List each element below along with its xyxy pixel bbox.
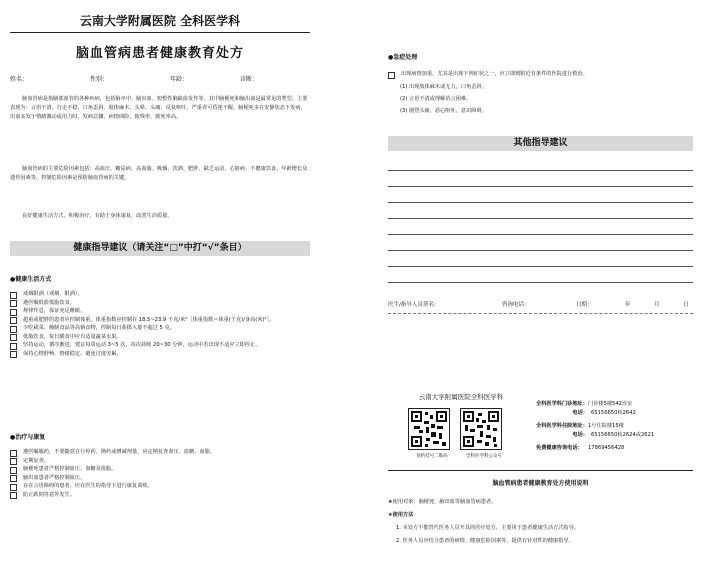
checkbox[interactable] bbox=[10, 300, 17, 307]
signature-row bbox=[388, 300, 693, 308]
list-item[interactable]: 超重或肥胖的患者应控制体重。体重指数应控制在 18.5~23.9 千克/米²［体重指数＝体重(千克)/身高(米)²］。 bbox=[10, 316, 310, 325]
checkbox[interactable] bbox=[10, 484, 17, 491]
emergency-heading: ●急症处理 bbox=[388, 54, 418, 61]
page-title: 脑血管病患者健康教育处方 bbox=[75, 46, 244, 61]
qr-item bbox=[460, 408, 508, 459]
lifestyle-list bbox=[10, 290, 310, 358]
phone-label: 咨询电话： bbox=[502, 302, 530, 308]
write-line[interactable] bbox=[388, 250, 693, 251]
divider bbox=[388, 470, 693, 471]
list-item[interactable]: 戒烟限酒（戒烟、限酒）。 bbox=[10, 290, 310, 299]
divider bbox=[388, 313, 693, 314]
date-label: 日期： bbox=[576, 302, 593, 308]
usage-method-heading: ★使用方法 bbox=[388, 512, 414, 518]
hospital-name: 云南大学附属医院 全科医学科 bbox=[79, 14, 241, 28]
checkbox[interactable] bbox=[10, 467, 17, 474]
emergency-item: (1) 出现肢体麻木或无力，口角歪斜。 bbox=[400, 84, 487, 90]
treatment-list bbox=[10, 448, 310, 499]
write-line[interactable] bbox=[388, 170, 693, 171]
checkbox[interactable] bbox=[10, 343, 17, 350]
checkbox[interactable] bbox=[10, 334, 17, 341]
list-item[interactable]: 定期复查。 bbox=[10, 457, 310, 466]
qr-hospital-name: 云南大学附属医院全科医学科 bbox=[418, 393, 504, 401]
emergency-item: (2) 言语不清或理解语言困难。 bbox=[400, 96, 472, 102]
year-label: 年 bbox=[625, 302, 631, 308]
checkbox[interactable] bbox=[10, 292, 17, 299]
intro-paragraph-1: 脑血管病是指脑部血管的各种疾病，包括脑卒中、脑出血、短暂性脑缺血发作等。其中脑梗死和脑出血是最常见的类型，主要表现为：言语不清、行走不稳、口角歪斜、肢体麻木、头晕、头痛、反复呕吐、严重者可昏迷不醒。脑梗死多在安静状态下发病，出血多发于情绪激动或用力时，发病急骤，病情凶险，致残率、致死率高。 bbox=[10, 96, 308, 120]
list-item[interactable]: 坚持运动，循序渐进，建议每周运动 3~5 次，每次持续 20~30 分钟，运动中若出现不适应立即停止。 bbox=[10, 341, 310, 350]
list-item[interactable]: 脑出血患者严格控制血压。 bbox=[10, 474, 310, 483]
write-line[interactable] bbox=[388, 266, 693, 267]
checkbox[interactable] bbox=[10, 317, 17, 324]
day-label: 日 bbox=[683, 302, 689, 308]
write-line[interactable] bbox=[388, 202, 693, 203]
intro-paragraph-3: 良好健康生活方式，积极治疗，有助于身体康复，改善生活质量。 bbox=[22, 213, 173, 219]
qr-code-icon[interactable] bbox=[460, 408, 502, 450]
list-item[interactable]: 规律作息，保证充足睡眠。 bbox=[10, 307, 310, 316]
intro-paragraph-2: 脑血管病的主要危险因素包括：高血压、糖尿病、高血脂、吸烟、饮酒、肥胖、缺乏运动、心脏病、不健康饮食、年龄增长及遗传因素等，控制危险因素是预防脑血管病的关键。 bbox=[10, 166, 308, 181]
checkbox[interactable] bbox=[10, 326, 17, 333]
age-field: 年龄： bbox=[170, 76, 189, 83]
checkbox[interactable] bbox=[10, 458, 17, 465]
checkbox[interactable] bbox=[10, 351, 17, 358]
write-line[interactable] bbox=[388, 218, 693, 219]
write-line[interactable] bbox=[388, 234, 693, 235]
contact-row: 全科医学科住院地址： 1号住院楼15楼 bbox=[536, 423, 624, 429]
checkbox[interactable] bbox=[388, 72, 395, 79]
contact-row: 免费健康咨询电话： 17869456428 bbox=[536, 445, 625, 451]
qr-caption: 预约挂号二维码 bbox=[416, 454, 448, 459]
checkbox[interactable] bbox=[10, 492, 17, 499]
list-item[interactable]: 低脂饮食，每日膳食中应有适量蔬菜水果。 bbox=[10, 333, 310, 342]
usage-method: 1. 本处方不能替代医务人员开具的医疗处方，主要用于患者健康生活方式指导。 bbox=[396, 525, 579, 531]
qr-caption: 全科医学科公众号 bbox=[466, 454, 502, 459]
list-item[interactable]: 少吃咸菜、腌制食品等高钠食物，控制每日盐摄入量不超过 5 克。 bbox=[10, 324, 310, 333]
contact-row: 电话： 65156650转2624或2621 bbox=[572, 432, 655, 438]
treatment-heading: ●治疗与康复 bbox=[10, 434, 46, 441]
checkbox[interactable] bbox=[10, 475, 17, 482]
guide-band: 健康指导建议（请关注“□”中打“√”条目） bbox=[10, 241, 310, 256]
contact-row: 电话： 65156650转2642 bbox=[572, 410, 636, 416]
divider bbox=[10, 32, 310, 33]
write-line[interactable] bbox=[388, 282, 693, 283]
gender-field: 性别： bbox=[90, 76, 109, 83]
list-item[interactable]: 防止跌倒等意外发生。 bbox=[10, 491, 310, 500]
other-guide-band: 其他指导建议 bbox=[388, 136, 693, 151]
write-line[interactable] bbox=[388, 186, 693, 187]
checkbox[interactable] bbox=[10, 309, 17, 316]
diagnosis-field: 诊断： bbox=[240, 76, 259, 83]
usage-title: 脑血管病患者健康教育处方使用说明 bbox=[492, 480, 589, 487]
emergency-item: (3) 剧烈头痛，恶心呕吐，意识障碍。 bbox=[400, 108, 487, 114]
usage-target: ★使用对象：脑梗死、脑出血等脑血管病患者。 bbox=[388, 499, 497, 505]
month-label: 月 bbox=[654, 302, 660, 308]
list-item[interactable]: 遵医嘱服药，不要随意自行停药、换药或增减剂量，应定期复查血压、血糖、血脂。 bbox=[10, 448, 310, 457]
contact-row: 全科医学科门诊地址： 门诊楼5楼542诊室 bbox=[536, 401, 633, 407]
usage-method: 2. 医务人员应结合患者的病情、健康危险因素等，提供有针对性的健康指导。 bbox=[396, 538, 574, 544]
list-item[interactable]: 出现病情加重，尤其是出现下列症状之一，应立即到附近有条件的医院进行救治。 bbox=[388, 70, 693, 79]
qr-code-icon[interactable] bbox=[408, 408, 450, 450]
lifestyle-heading: ●健康生活方式 bbox=[10, 276, 52, 283]
name-field: 姓名： bbox=[10, 76, 29, 83]
qr-item bbox=[408, 408, 456, 459]
emergency-list bbox=[388, 70, 693, 79]
patient-fields bbox=[10, 74, 310, 83]
qr-block bbox=[396, 392, 526, 459]
list-item[interactable]: 遵医嘱低盐低脂饮食。 bbox=[10, 299, 310, 308]
list-item[interactable]: 保持心情舒畅，情绪稳定，避免过度劳累。 bbox=[10, 350, 310, 359]
list-item[interactable]: 存在言语障碍的患者，应在医生的指导下进行康复训练。 bbox=[10, 482, 310, 491]
signer-label: 医生/指导人员签名： bbox=[388, 302, 440, 308]
contact-info bbox=[536, 400, 686, 453]
list-item[interactable]: 脑梗死患者严格控制血压、血糖及血脂。 bbox=[10, 465, 310, 474]
checkbox[interactable] bbox=[10, 450, 17, 457]
